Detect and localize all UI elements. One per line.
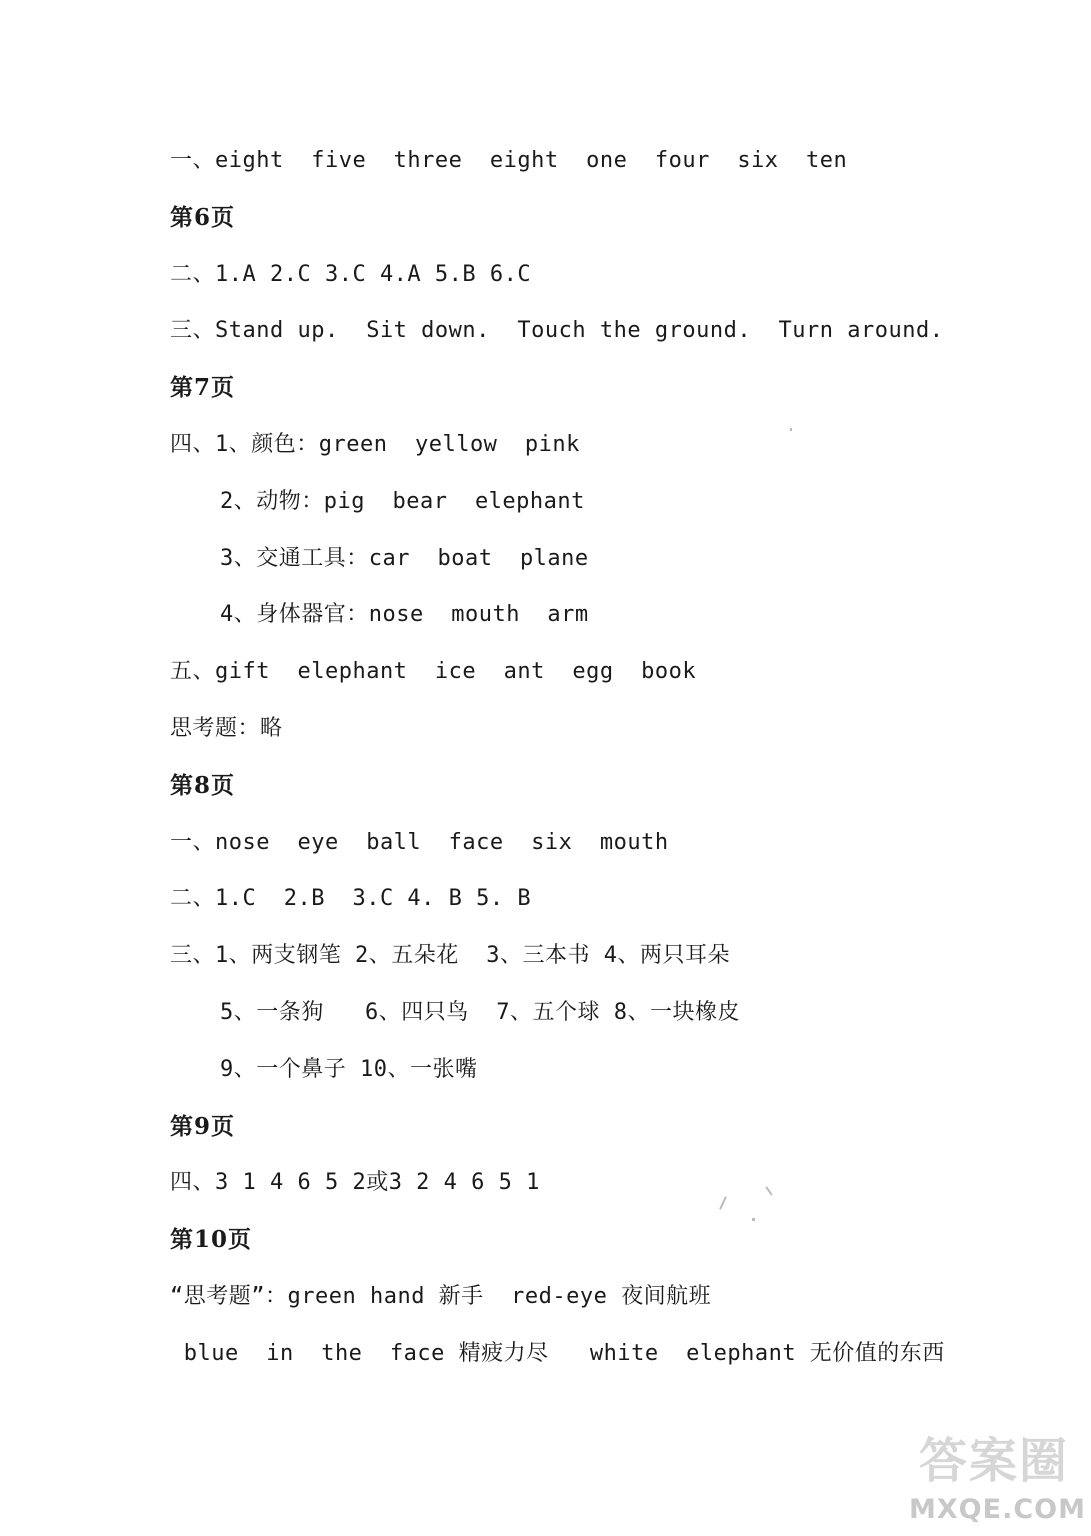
- page-heading-7: 第7页: [170, 374, 236, 401]
- answer-line-p7-4-3: 3、交通工具：car boat plane: [220, 546, 589, 571]
- answer-line-p8-3a: 三、1、两支钢笔 2、五朵花 3、三本书 4、两只耳朵: [170, 943, 730, 968]
- answer-line-p7-think: 思考题：略: [170, 716, 283, 741]
- scan-speck: [765, 1186, 772, 1195]
- watermark-url: MXQE.COM: [909, 1494, 1086, 1525]
- answer-line-p6-2: 二、1.A 2.C 3.C 4.A 5.B 6.C: [170, 262, 532, 287]
- answer-line-p10-think: “思考题”：green hand 新手 red-eye 夜间航班: [170, 1284, 712, 1309]
- answer-line-p8-1: 一、nose eye ball face six mouth: [170, 830, 669, 855]
- answer-line-p7-5: 五、gift elephant ice ant egg book: [170, 659, 697, 684]
- answer-line-p8-3b: 5、一条狗 6、四只鸟 7、五个球 8、一块橡皮: [220, 1000, 740, 1025]
- scan-speck: [752, 1218, 755, 1221]
- page-heading-9: 第9页: [170, 1113, 236, 1140]
- page-heading-6: 第6页: [170, 204, 236, 231]
- answer-line-p8-2: 二、1.C 2.B 3.C 4. B 5. B: [170, 886, 532, 911]
- answer-line-p6-3: 三、Stand up. Sit down. Touch the ground. Turn around.: [170, 318, 944, 343]
- answer-line-p10-idioms: blue in the face 精疲力尽 white elephant 无价值的东西: [170, 1341, 945, 1366]
- watermark-logo: [909, 1430, 1086, 1530]
- watermark-title: 答案圈: [918, 1433, 1069, 1489]
- answer-line-p9-4: 四、3 1 4 6 5 2或3 2 4 6 5 1: [170, 1170, 540, 1195]
- scan-speck: [790, 428, 792, 431]
- answer-line-p7-4-2: 2、动物：pig bear elephant: [220, 489, 585, 514]
- answer-line-p8-3c: 9、一个鼻子 10、一张嘴: [220, 1057, 478, 1082]
- answer-line-p5-1: 一、eight five three eight one four six ten: [170, 148, 848, 173]
- answer-line-p7-4-1: 四、1、颜色：green yellow pink: [170, 432, 580, 457]
- page-heading-10: 第10页: [170, 1226, 253, 1253]
- scan-speck: [719, 1196, 727, 1210]
- page-heading-8: 第8页: [170, 772, 236, 799]
- answer-line-p7-4-4: 4、身体器官：nose mouth arm: [220, 602, 589, 627]
